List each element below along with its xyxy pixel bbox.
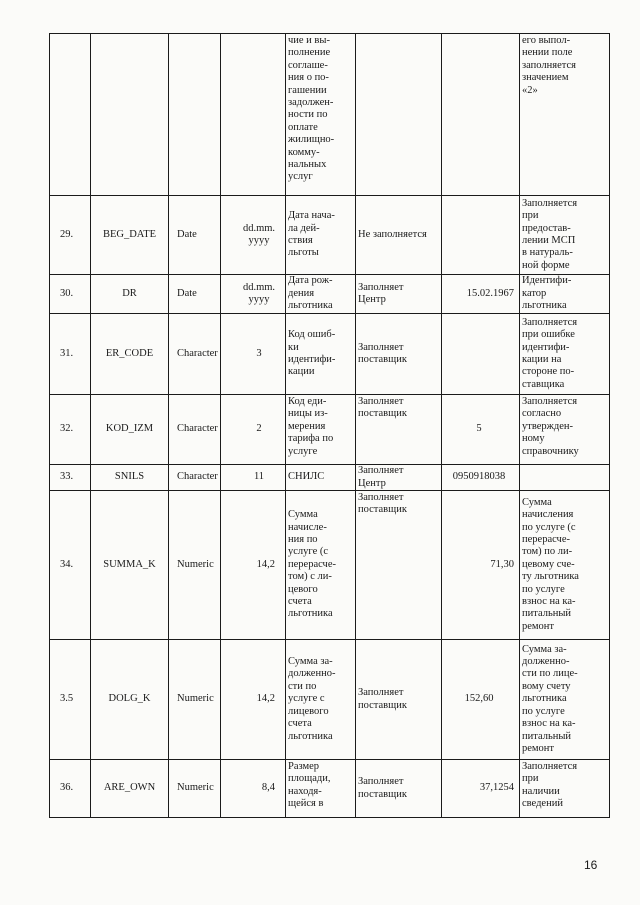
field-name: SNILS (91, 465, 169, 491)
row-number: 30. (50, 275, 91, 314)
field-note: Сумма начисления по услуге (с перерасче- том) по ли- цевому сче- ту льготника по услуге взнос на ка- питальный ремонт (520, 491, 610, 640)
field-description: Размер площади, находя- щейся в (286, 760, 356, 818)
field-name (91, 34, 169, 196)
field-note: Идентифи- катор льготника (520, 275, 610, 314)
field-filled-by: Заполняет поставщик (356, 491, 442, 640)
field-name: DOLG_K (91, 640, 169, 760)
row-number: 31. (50, 314, 91, 395)
field-description: СНИЛС (286, 465, 356, 491)
field-name: DR (91, 275, 169, 314)
table-row (50, 465, 610, 491)
field-size: dd.mm. yyyy (221, 275, 286, 314)
field-type: Character (169, 395, 221, 465)
row-number: 3.5 (50, 640, 91, 760)
field-filled-by: Заполняет поставщик (356, 640, 442, 760)
field-note: Заполняется при наличии сведений (520, 760, 610, 818)
field-description: Сумма за- долженно- сти по услуге с лицевого счета льготника (286, 640, 356, 760)
field-example (442, 196, 520, 275)
field-size: 3 (221, 314, 286, 395)
field-size: 14,2 (221, 491, 286, 640)
field-note: Заполняется при предостав- лении МСП в натураль- ной форме (520, 196, 610, 275)
field-description: Сумма начисле- ния по услуге (с перерасче- том) с ли- цевого счета льготника (286, 491, 356, 640)
field-description: Код еди- ницы из- мерения тарифа по услуге (286, 395, 356, 465)
field-type: Numeric (169, 640, 221, 760)
field-filled-by: Заполняет Центр (356, 465, 442, 491)
field-spec-table (49, 33, 610, 818)
field-example: 37,1254 (442, 760, 520, 818)
row-number (50, 34, 91, 196)
table-row (50, 314, 610, 395)
field-filled-by: Заполняет Центр (356, 275, 442, 314)
field-description: Дата рож- дения льготника (286, 275, 356, 314)
field-size: 11 (221, 465, 286, 491)
field-description: Код ошиб- ки идентифи- кации (286, 314, 356, 395)
field-note: Заполняется при ошибке идентифи- кации на стороне по- ставщика (520, 314, 610, 395)
field-size: 2 (221, 395, 286, 465)
field-type: Date (169, 275, 221, 314)
field-description: чие и вы- полнение соглаше- ния о по- гашении задолжен- ности по оплате жилищно- комму- нальных услуг (286, 34, 356, 196)
field-name: ER_CODE (91, 314, 169, 395)
field-example: 152,60 (442, 640, 520, 760)
table-row (50, 760, 610, 818)
field-type: Character (169, 465, 221, 491)
row-number: 36. (50, 760, 91, 818)
field-name: BEG_DATE (91, 196, 169, 275)
field-name: ARE_OWN (91, 760, 169, 818)
field-example: 0950918038 (442, 465, 520, 491)
field-size: 14,2 (221, 640, 286, 760)
field-filled-by: Заполняет поставщик (356, 395, 442, 465)
table-row (50, 34, 610, 196)
field-example (442, 314, 520, 395)
field-example: 71,30 (442, 491, 520, 640)
page-number: 16 (584, 858, 598, 872)
field-example: 15.02.1967 (442, 275, 520, 314)
table-row (50, 640, 610, 760)
row-number: 32. (50, 395, 91, 465)
field-size (221, 34, 286, 196)
row-number: 34. (50, 491, 91, 640)
field-size: 8,4 (221, 760, 286, 818)
field-note: Заполняется согласно утвержден- ному справочнику (520, 395, 610, 465)
table-row (50, 395, 610, 465)
field-type: Character (169, 314, 221, 395)
field-size: dd.mm. yyyy (221, 196, 286, 275)
field-filled-by (356, 34, 442, 196)
field-type (169, 34, 221, 196)
row-number: 33. (50, 465, 91, 491)
table-row (50, 491, 610, 640)
field-note: его выпол- нении поле заполняется значением «2» (520, 34, 610, 196)
table-row (50, 196, 610, 275)
field-name: KOD_IZM (91, 395, 169, 465)
field-example: 5 (442, 395, 520, 465)
field-name: SUMMA_K (91, 491, 169, 640)
row-number: 29. (50, 196, 91, 275)
table-row (50, 275, 610, 314)
field-type: Date (169, 196, 221, 275)
field-type: Numeric (169, 491, 221, 640)
field-filled-by: Заполняет поставщик (356, 760, 442, 818)
field-note: Сумма за- долженно- сти по лице- вому счету льготника по услуге взнос на ка- питальный ремонт (520, 640, 610, 760)
field-type: Numeric (169, 760, 221, 818)
field-filled-by: Не заполняется (356, 196, 442, 275)
field-description: Дата нача- ла дей- ствия льготы (286, 196, 356, 275)
field-note (520, 465, 610, 491)
field-example (442, 34, 520, 196)
field-filled-by: Заполняет поставщик (356, 314, 442, 395)
